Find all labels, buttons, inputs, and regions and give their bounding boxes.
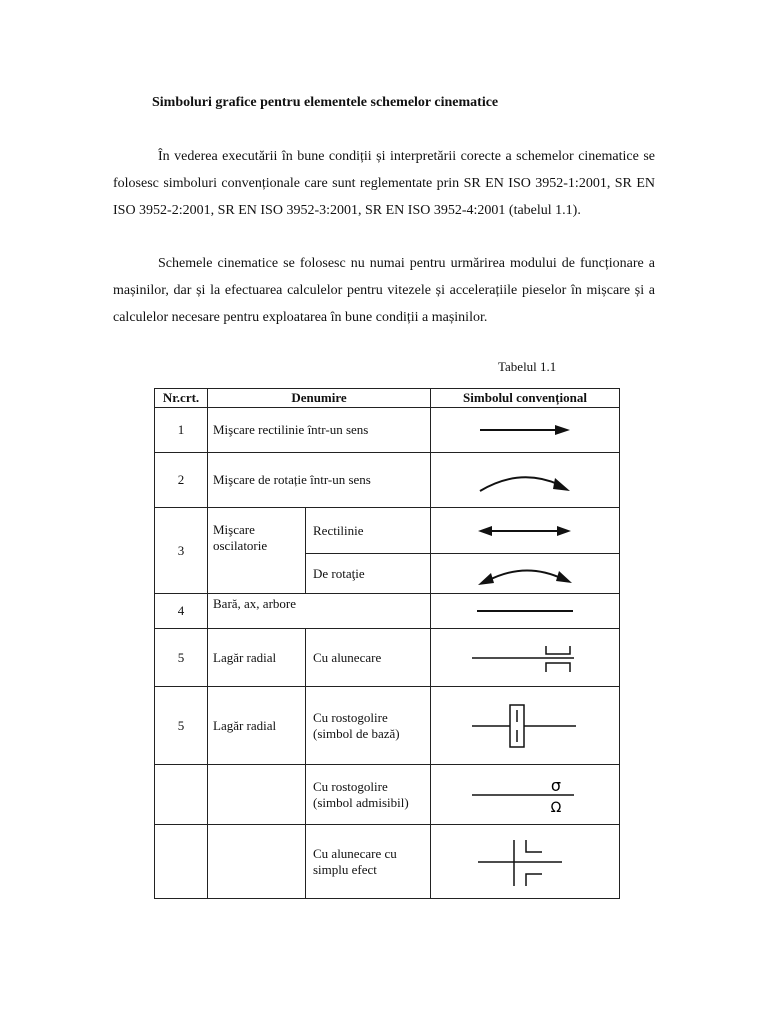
curved-arrow-icon	[475, 465, 575, 495]
row-nr	[155, 765, 208, 825]
table-row	[155, 825, 620, 899]
paragraph-2: Schemele cinematice se folosesc nu numai pentru urmărirea modului de funcționare a mașinilor, dar și la efectuarea calculelor pentru vitezele și accelerațiile pieselor în mișcare și a calculelor necesare pentru exploatarea în bune condiții a mașinilor.	[113, 256, 655, 325]
table-row	[155, 629, 620, 687]
sigma-glyph: σ	[550, 775, 562, 795]
double-straight-arrow-icon	[475, 523, 575, 539]
row-name: Mişcare rectilinie într-un sens	[208, 408, 431, 453]
straight-arrow-icon	[475, 422, 575, 438]
row-name: Lagăr radial	[208, 687, 306, 765]
row-nr: 2	[155, 453, 208, 508]
table-row	[155, 508, 620, 554]
single-effect-bearing-icon	[470, 834, 580, 890]
page-title: Simboluri grafice pentru elementele schemelor cinematice	[152, 95, 499, 110]
rolling-bearing-alt-icon	[470, 775, 580, 815]
row-nr	[155, 825, 208, 899]
header-symbol: Simbolul convențional	[431, 389, 620, 408]
row-name: Bară, ax, arbore	[208, 594, 431, 629]
table-row	[155, 687, 620, 765]
row-sub: Cu rostogolire (simbol admisibil)	[306, 765, 431, 825]
symbols-table	[154, 388, 620, 899]
paragraph-1: În vederea executării în bune condiții și interpretării corecte a schemelor cinematice se folosesc simboluri convenționale care sunt reglementate prin SR EN ISO 3952-1:2001, SR EN ISO 3952-2:2001, SR EN ISO 3952-3:2001, SR EN ISO 3952-4:2001 (tabelul 1.1).	[113, 149, 655, 218]
row-nr: 5	[155, 687, 208, 765]
row-name: Mişcare oscilatorie	[208, 508, 306, 594]
table-row	[155, 453, 620, 508]
row-nr: 1	[155, 408, 208, 453]
row-name	[208, 765, 306, 825]
table-row	[155, 765, 620, 825]
omega-glyph: Ω	[550, 799, 562, 815]
sliding-bearing-icon	[470, 640, 580, 676]
row-sub: Cu rostogolire (simbol de bază)	[306, 687, 431, 765]
double-curved-arrow-icon	[475, 561, 575, 587]
row-name	[208, 825, 306, 899]
table-header-row	[155, 389, 620, 408]
table-caption: Tabelul 1.1	[498, 359, 557, 374]
rolling-bearing-icon	[470, 701, 580, 751]
row-sub: De rotaţie	[306, 554, 431, 594]
row-name: Mişcare de rotație într-un sens	[208, 453, 431, 508]
row-nr: 3	[155, 508, 208, 594]
row-sub: Rectilinie	[306, 508, 431, 554]
row-name: Lagăr radial	[208, 629, 306, 687]
row-nr: 5	[155, 629, 208, 687]
header-name: Denumire	[208, 389, 431, 408]
row-sub: Cu alunecare	[306, 629, 431, 687]
row-sub: Cu alunecare cu simplu efect	[306, 825, 431, 899]
header-nr: Nr.crt.	[155, 389, 208, 408]
row-nr: 4	[155, 594, 208, 629]
bar-line-icon	[475, 604, 575, 618]
table-row	[155, 408, 620, 453]
table-row	[155, 594, 620, 629]
